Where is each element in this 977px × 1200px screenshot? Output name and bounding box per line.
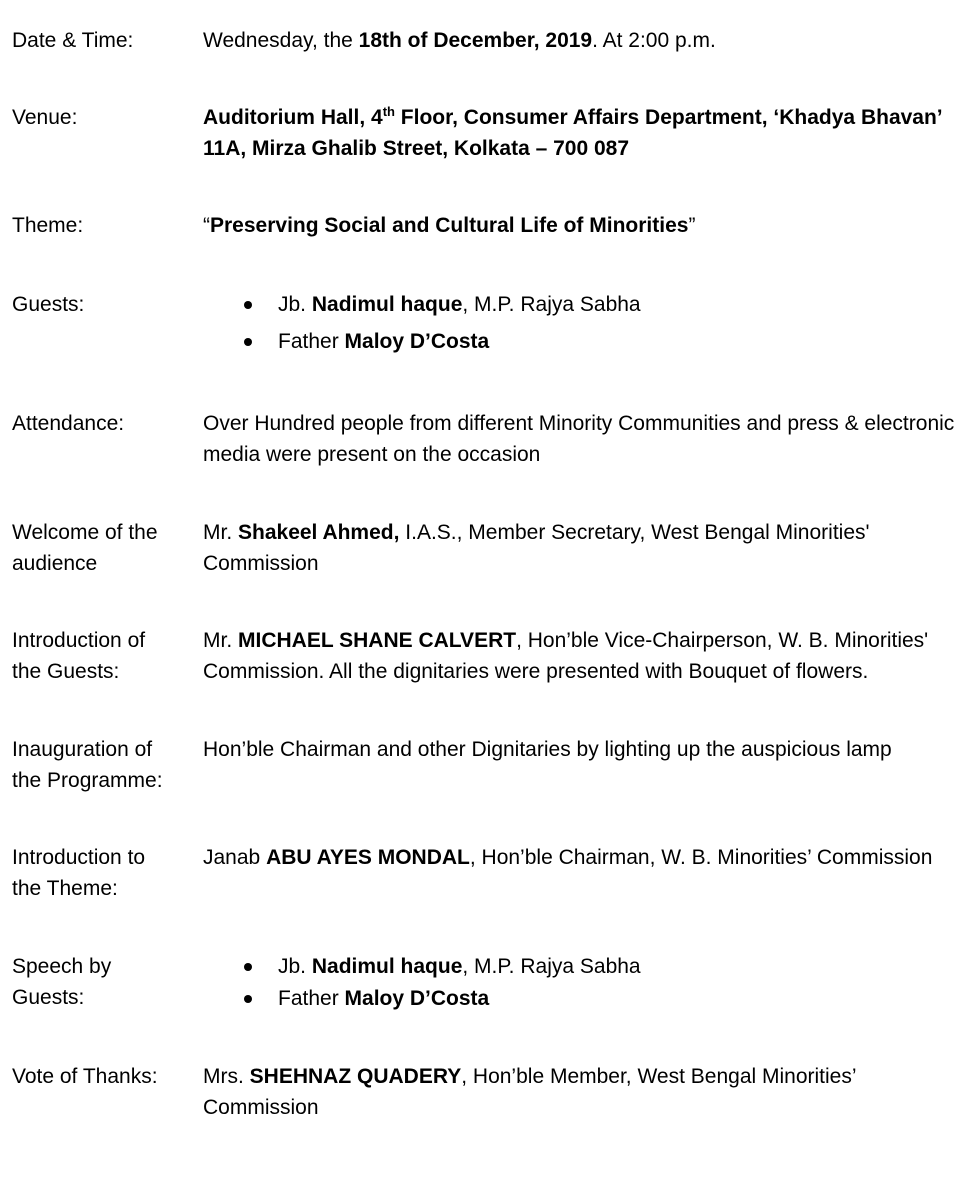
speaker-name: MICHAEL SHANE CALVERT bbox=[238, 629, 517, 652]
list-item: Father Maloy D’Costa bbox=[203, 326, 977, 363]
venue-value bbox=[203, 102, 977, 164]
venue-ordinal: th bbox=[382, 104, 395, 119]
date-prefix: Wednesday, the bbox=[203, 29, 359, 52]
venue-label: Venue: bbox=[12, 106, 78, 129]
vote-of-thanks-value: Mrs. SHEHNAZ QUADERY, Hon’ble Member, West Bengal Minorities’ Commission bbox=[203, 1065, 856, 1119]
venue-line-2: 11A, Mirza Ghalib Street, Kolkata – 700 087 bbox=[203, 137, 630, 160]
theme-close-quote: ” bbox=[688, 214, 696, 237]
inauguration-value: Hon’ble Chairman and other Dignitaries by lighting up the auspicious lamp bbox=[203, 738, 892, 761]
venue-building: Floor, Consumer Affairs Department, ‘Khadya Bhavan’ bbox=[394, 106, 943, 129]
speech-value bbox=[203, 951, 977, 1015]
venue-hall: Auditorium Hall, 4 bbox=[203, 106, 383, 129]
list-item: Father Maloy D’Costa bbox=[203, 983, 977, 1015]
guests-value bbox=[203, 289, 977, 363]
guest-name: Maloy D’Costa bbox=[344, 330, 490, 353]
event-date: 18th of December, 2019 bbox=[358, 29, 593, 52]
event-time: . At 2:00 p.m. bbox=[592, 29, 716, 52]
introduction-theme-label: Introduction to the Theme: bbox=[12, 846, 146, 900]
guest-name: Nadimul haque bbox=[311, 955, 463, 978]
list-item: Jb. Nadimul haque, M.P. Rajya Sabha bbox=[203, 289, 977, 326]
vote-of-thanks-label: Vote of Thanks: bbox=[12, 1065, 158, 1088]
date-time-label: Date & Time: bbox=[12, 29, 134, 52]
guests-label: Guests: bbox=[12, 293, 85, 316]
speaker-name: Shakeel Ahmed, bbox=[238, 521, 400, 544]
theme-label: Theme: bbox=[12, 214, 84, 237]
welcome-label: Welcome of the audience bbox=[12, 521, 158, 575]
speaker-name: ABU AYES MONDAL bbox=[266, 846, 470, 869]
guest-name: Maloy D’Costa bbox=[344, 987, 490, 1010]
introduction-guests-label: Introduction of the Guests: bbox=[12, 629, 146, 683]
guest-name: Nadimul haque bbox=[311, 293, 463, 316]
theme-value bbox=[203, 210, 977, 241]
date-time-value bbox=[203, 25, 977, 56]
speech-guests-list bbox=[203, 951, 977, 1015]
guests-list bbox=[203, 289, 977, 363]
list-item: Jb. Nadimul haque, M.P. Rajya Sabha bbox=[203, 951, 977, 983]
attendance-label: Attendance: bbox=[12, 412, 125, 435]
speaker-name: SHEHNAZ QUADERY bbox=[249, 1065, 462, 1088]
venue-line-1 bbox=[203, 102, 977, 133]
welcome-value: Mr. Shakeel Ahmed, I.A.S., Member Secretary, West Bengal Minorities' Commission bbox=[203, 521, 870, 575]
introduction-theme-value: Janab ABU AYES MONDAL, Hon’ble Chairman, W. B. Minorities’ Commission bbox=[203, 846, 933, 869]
theme-open-quote: “ bbox=[203, 214, 210, 237]
introduction-guests-value: Mr. MICHAEL SHANE CALVERT, Hon’ble Vice-Chairperson, W. B. Minorities' Commission. All the dignitaries were presented with Bouquet of flowers. bbox=[203, 629, 929, 683]
inauguration-label: Inauguration of the Programme: bbox=[12, 738, 163, 792]
speech-label: Speech by Guests: bbox=[12, 955, 112, 1009]
attendance-value: Over Hundred people from different Minority Communities and press & electronic media were present on the occasion bbox=[203, 412, 955, 466]
theme-text: Preserving Social and Cultural Life of Minorities bbox=[210, 214, 689, 237]
